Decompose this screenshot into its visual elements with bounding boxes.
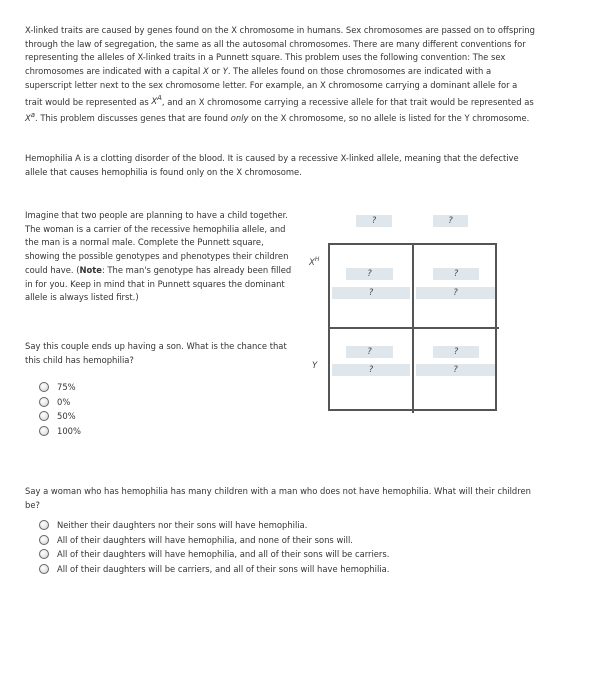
- intro-text: on the X chromosome, so no allele is listed for the Y chromosome.: [248, 112, 530, 123]
- option-label[interactable]: All of their daughters will have hemophilia, and none of their sons will.: [57, 534, 353, 545]
- radio-button[interactable]: [39, 564, 49, 574]
- row-label-xh: $X^H$: [309, 256, 320, 268]
- cell-3-phenotype-dropzone[interactable]: ?: [332, 364, 410, 376]
- cell-2-phenotype-dropzone[interactable]: ?: [416, 287, 495, 299]
- option-neither[interactable]: [39, 518, 389, 533]
- mother-allele-1-dropzone[interactable]: ?: [356, 215, 392, 227]
- radio-button[interactable]: [39, 426, 49, 436]
- cell-1-phenotype-dropzone[interactable]: ?: [332, 287, 410, 299]
- cell-1-genotype-dropzone[interactable]: ?: [346, 268, 393, 280]
- intro-text: . The alleles found on those chromosomes are indicated with a superscript letter next to the sex chromosome letter. For example, an X chromosome carrying a dominant allele for a trait would be represented as: [25, 66, 518, 107]
- option-label[interactable]: All of their daughters will have hemophilia, and all of their sons will be carriers.: [57, 549, 390, 560]
- radio-button[interactable]: [39, 411, 49, 421]
- note-label: Note: [79, 264, 102, 275]
- intro-text: , and an X chromosome carrying a recessive allele for that trait would be represented as: [161, 96, 534, 107]
- intro-text: . This problem discusses genes that are found: [35, 112, 231, 123]
- y-symbol: Y: [222, 66, 228, 77]
- cell-2-genotype-dropzone[interactable]: ?: [433, 268, 479, 280]
- mother-allele-2-dropzone[interactable]: ?: [433, 215, 468, 227]
- question2-options: [39, 518, 389, 576]
- option-50[interactable]: [39, 409, 81, 424]
- intro-text: or: [208, 66, 223, 77]
- option-75[interactable]: [39, 380, 81, 395]
- scenario-paragraph: [25, 209, 293, 305]
- option-label[interactable]: All of their daughters will be carriers, and all of their sons will have hemophilia.: [57, 563, 390, 574]
- hemophilia-paragraph: Hemophilia A is a clotting disorder of the blood. It is caused by a recessive X-linked allele, meaning that the defective allele that causes hemophilia is found only on the X chromosome.: [25, 153, 519, 177]
- radio-button[interactable]: [39, 382, 49, 392]
- option-label[interactable]: 50%: [57, 411, 76, 422]
- radio-button[interactable]: [39, 535, 49, 545]
- xa-recessive-symbol: $X^a$: [25, 111, 36, 123]
- xa-dominant-symbol: $X^A$: [151, 94, 162, 107]
- radio-button[interactable]: [39, 549, 49, 559]
- option-label[interactable]: Neither their daughters nor their sons will have hemophilia.: [57, 520, 308, 531]
- option-0[interactable]: [39, 395, 81, 410]
- question1-text: Say this couple ends up having a son. What is the chance that this child has hemophilia?: [25, 341, 287, 365]
- cell-4-phenotype-dropzone[interactable]: ?: [416, 364, 495, 376]
- scenario-text: Imagine that two people are planning to have a child together. The woman is a carrier of the recessive hemophilia allele, and the man is a normal male. Complete the Punnett square, showing the possible genotypes and phenotypes their children could have. (: [25, 210, 289, 275]
- x-symbol: X: [203, 66, 209, 77]
- option-daughters-affected-sons-carriers[interactable]: [39, 547, 389, 562]
- radio-button[interactable]: [39, 520, 49, 530]
- option-label[interactable]: 75%: [57, 382, 76, 393]
- option-label[interactable]: 0%: [57, 396, 71, 407]
- option-label[interactable]: 100%: [57, 425, 81, 436]
- option-100[interactable]: [39, 424, 81, 439]
- question2-text: Say a woman who has hemophilia has many children with a man who does not have hemophilia. What will their children be?: [25, 486, 531, 510]
- row-label-y: Y: [312, 361, 318, 371]
- cell-4-genotype-dropzone[interactable]: ?: [433, 346, 479, 358]
- option-daughters-affected-sons-not[interactable]: [39, 533, 389, 548]
- intro-text: X-linked traits are caused by genes found on the X chromosome in humans. Sex chromosomes are passed on to offspring through the law of segregation, the same as all the autosomal chromosomes. There are many different conventions for representing the alleles of X-linked traits in a Punnett square. This problem uses the following convention: The sex chromosomes are indicated with a capital: [25, 25, 535, 77]
- radio-button[interactable]: [39, 397, 49, 407]
- option-daughters-carriers-sons-affected[interactable]: [39, 562, 389, 577]
- cell-3-genotype-dropzone[interactable]: ?: [346, 346, 393, 358]
- question1-options: [39, 380, 81, 438]
- grid-divider: [328, 327, 499, 329]
- scenario-text: : The man's genotype has already been filled in for you. Keep in mind that in Punnett squares the dominant allele is always listed first.): [25, 264, 292, 303]
- only-emphasis: only: [230, 112, 249, 123]
- intro-paragraph: [25, 24, 535, 126]
